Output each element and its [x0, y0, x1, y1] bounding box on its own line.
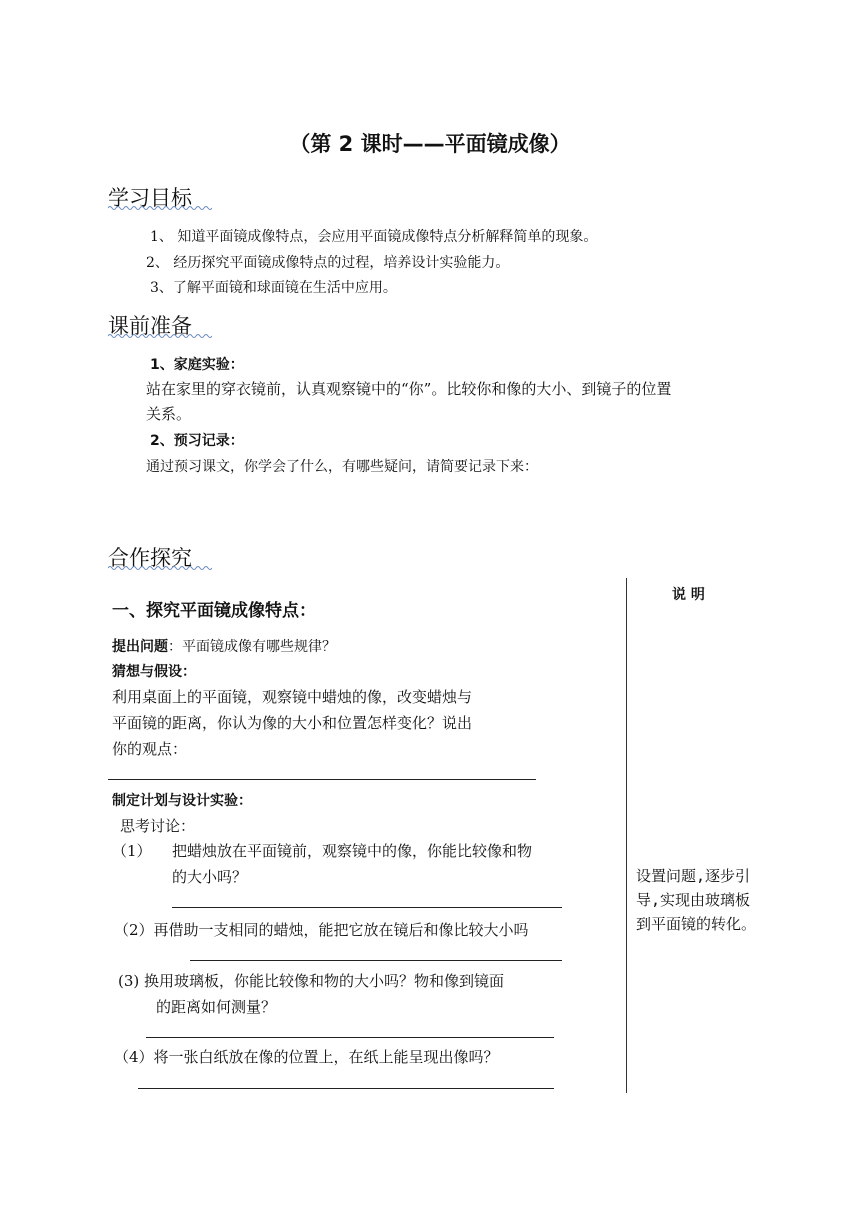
answer-line	[146, 1037, 554, 1038]
home-experiment-label: 1、家庭实验：	[150, 357, 244, 373]
page-title: （第 2 课时——平面镜成像）	[289, 132, 571, 156]
answer-line	[190, 960, 562, 961]
q3-line-1: (3) 换用玻璃板，你能比较像和物的大小吗？物和像到镜面	[118, 972, 505, 990]
discuss-label: 思考讨论：	[120, 817, 196, 835]
goal-item-2: 2、 经历探究平面镜成像特点的过程，培养设计实验能力。	[146, 255, 510, 271]
q1-line-2: 的大小吗？	[172, 868, 248, 886]
side-note-heading: 说 明	[672, 587, 705, 603]
goal-item-3: 3、了解平面镜和球面镜在生活中应用。	[150, 280, 397, 296]
q1-line-1: 把蜡烛放在平面镜前，观察镜中的像，你能比较像和物	[172, 842, 533, 860]
question-text: ：平面镜成像有哪些规律？	[168, 639, 336, 655]
q2-text: （2）再借助一支相同的蜡烛，能把它放在镜后和像比较大小吗	[114, 921, 529, 939]
home-experiment-text-cont: 关系。	[146, 405, 192, 423]
home-experiment-text: 站在家里的穿衣镜前，认真观察镜中的“你”。比较你和像的大小、到镜子的位置	[146, 380, 672, 398]
wavy-underline	[108, 333, 212, 339]
answer-line	[108, 779, 536, 780]
preview-text: 通过预习课文，你学会了什么，有哪些疑问，请简要记录下来：	[146, 459, 538, 475]
guess-label: 猜想与假设：	[112, 664, 196, 680]
question-label: 提出问题	[112, 639, 168, 655]
sub-heading-explore: 一、探究平面镜成像特点：	[112, 601, 316, 621]
section-heading-goals: 学习目标	[108, 186, 192, 210]
column-divider	[626, 578, 627, 1093]
answer-line	[138, 1088, 554, 1089]
q4-text: （4）将一张白纸放在像的位置上，在纸上能呈现出像吗？	[114, 1048, 499, 1066]
preview-label: 2、预习记录：	[150, 433, 244, 449]
wavy-underline	[108, 205, 212, 211]
section-heading-prep: 课前准备	[108, 314, 192, 338]
side-note-text: 设置问题,逐步引导,实现由玻璃板到平面镜的转化。	[636, 867, 757, 933]
guess-line-2: 平面镜的距离，你认为像的大小和位置怎样变化？说出	[112, 714, 473, 732]
guess-line-1: 利用桌面上的平面镜，观察镜中蜡烛的像，改变蜡烛与	[112, 688, 473, 706]
answer-line	[172, 907, 562, 908]
q3-line-2: 的距离如何测量？	[156, 998, 277, 1016]
guess-line-3: 你的观点：	[112, 740, 188, 758]
section-heading-coop: 合作探究	[108, 546, 192, 570]
goal-item-1: 1、 知道平面镜成像特点，会应用平面镜成像特点分析解释简单的现象。	[150, 229, 598, 245]
q1-number: （1）	[112, 842, 152, 860]
wavy-underline	[108, 565, 212, 571]
plan-label: 制定计划与设计实验：	[112, 793, 252, 809]
